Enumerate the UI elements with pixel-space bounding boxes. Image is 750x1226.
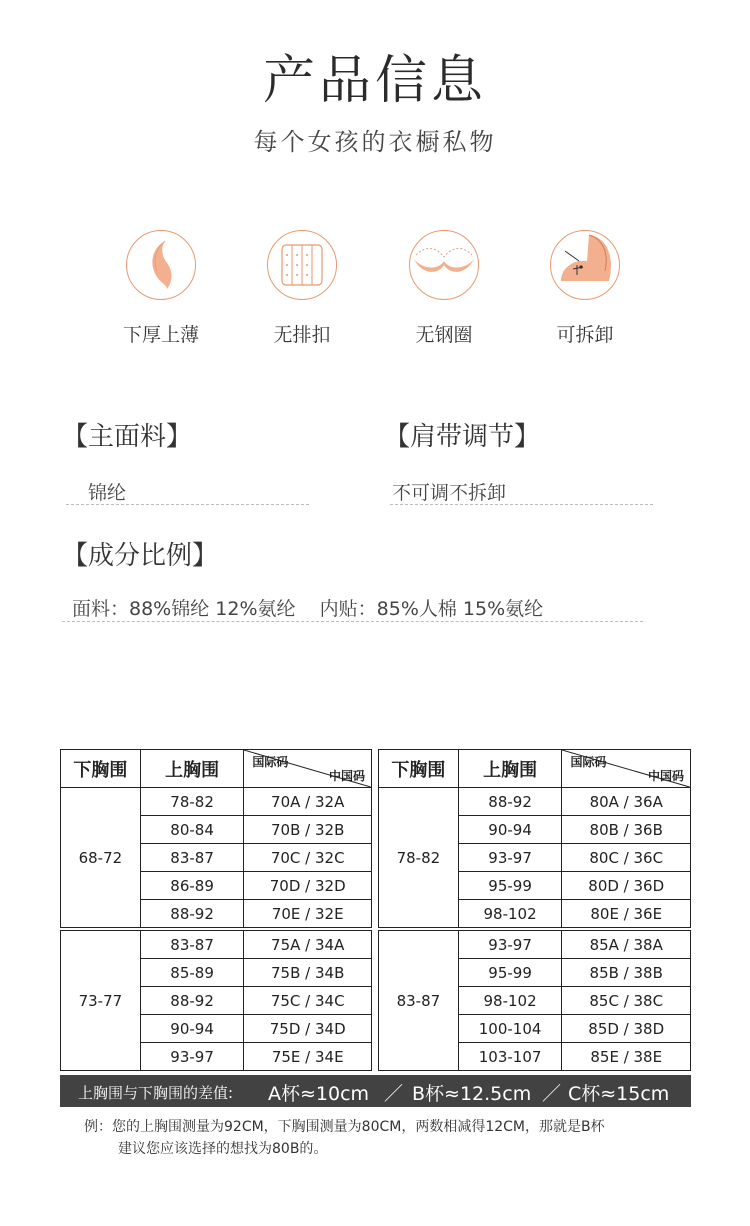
strap-heading: 【肩带调节】 [384,422,541,452]
header-over-bust: 上胸围 [458,750,562,788]
size-table-left [60,749,372,1071]
size-code-cell: 70E / 32E [244,900,372,930]
size-code-cell: 75C / 34C [244,987,372,1015]
feature-label: 下厚上薄 [122,324,199,346]
composition-value: 面料：88%锦纶 12%氨纶 内贴：85%人棉 15%氨纶 [72,598,544,620]
over-bust-cell: 80-84 [140,816,244,844]
header-under-bust: 下胸围 [379,750,459,788]
feature-no-underwire [374,230,514,347]
cup-b-value: B杯≈12.5cm [412,1083,532,1105]
fabric-divider [66,504,309,505]
size-code-cell: 70C / 32C [244,844,372,872]
over-bust-cell: 93-97 [140,1043,244,1071]
size-code-cell: 70B / 32B [244,816,372,844]
over-bust-cell: 88-92 [458,788,562,816]
over-bust-cell: 93-97 [458,929,562,959]
over-bust-cell: 86-89 [140,872,244,900]
no-underwire-icon [409,230,479,300]
fabric-heading: 【主面料】 [62,422,193,452]
composition-heading: 【成分比例】 [62,541,219,571]
feature-label: 可拆卸 [556,324,614,346]
separator: ／ [384,1083,404,1105]
size-example-note [84,1116,704,1160]
strap-value: 不可调不拆卸 [392,482,507,504]
table-row [61,929,372,959]
table-row [379,929,691,959]
over-bust-cell: 90-94 [458,816,562,844]
size-table-right [378,749,691,1071]
table-header-row [61,750,372,788]
size-code-cell: 80A / 36A [562,788,691,816]
difference-label: 上胸围与下胸围的差值: [78,1084,234,1102]
size-code-cell: 85D / 38D [562,1015,691,1043]
cup-c-value: C杯≈15cm [568,1083,670,1105]
header-over-bust: 上胸围 [140,750,244,788]
separator: ／ [542,1083,562,1105]
size-code-cell: 85E / 38E [562,1043,691,1071]
over-bust-cell: 88-92 [140,987,244,1015]
header-cn-size: 中国码 [647,769,684,783]
over-bust-cell: 98-102 [458,987,562,1015]
page-title: 产品信息 [262,51,487,111]
page-subtitle: 每个女孩的衣橱私物 [253,128,497,156]
under-bust-cell: 83-87 [379,929,459,1071]
over-bust-cell: 83-87 [140,844,244,872]
over-bust-cell: 93-97 [458,844,562,872]
over-bust-cell: 85-89 [140,959,244,987]
under-bust-cell: 73-77 [61,929,141,1071]
thick-bottom-thin-top-icon [126,230,196,300]
size-code-cell: 85B / 38B [562,959,691,987]
feature-thick-bottom [91,230,231,347]
header-under-bust: 下胸围 [61,750,141,788]
over-bust-cell: 83-87 [140,929,244,959]
header-intl-size: 国际码 [570,755,607,769]
over-bust-cell: 98-102 [458,900,562,930]
over-bust-cell: 95-99 [458,872,562,900]
feature-label: 无钢圈 [415,324,473,346]
over-bust-cell: 103-107 [458,1043,562,1071]
note-line-1: 例：您的上胸围测量为92CM，下胸围测量为80CM，两数相减得12CM，那就是B杯 [84,1119,605,1135]
removable-pad-icon [550,230,620,300]
composition-divider [62,621,643,622]
note-line-2: 建议您应该选择的想找为80B的。 [118,1141,328,1157]
over-bust-cell: 100-104 [458,1015,562,1043]
size-code-cell: 85C / 38C [562,987,691,1015]
header-size-code [562,750,691,788]
over-bust-cell: 95-99 [458,959,562,987]
table-row [379,788,691,816]
size-code-cell: 75B / 34B [244,959,372,987]
size-code-cell: 75E / 34E [244,1043,372,1071]
header-intl-size: 国际码 [252,755,289,769]
cup-difference-bar [60,1075,691,1107]
size-code-cell: 80E / 36E [562,900,691,930]
header-cn-size: 中国码 [328,769,365,783]
over-bust-cell: 88-92 [140,900,244,930]
size-code-cell: 70D / 32D [244,872,372,900]
cup-a-value: A杯≈10cm [268,1083,370,1105]
over-bust-cell: 90-94 [140,1015,244,1043]
size-code-cell: 75D / 34D [244,1015,372,1043]
strap-divider [390,504,653,505]
table-header-row [379,750,691,788]
size-code-cell: 80D / 36D [562,872,691,900]
table-row [61,788,372,816]
size-code-cell: 80B / 36B [562,816,691,844]
under-bust-cell: 68-72 [61,788,141,930]
over-bust-cell: 78-82 [140,788,244,816]
feature-label: 无排扣 [273,324,331,346]
size-code-cell: 80C / 36C [562,844,691,872]
no-hook-row-icon [267,230,337,300]
feature-removable [515,230,655,347]
fabric-value: 锦纶 [88,482,127,504]
under-bust-cell: 78-82 [379,788,459,930]
size-code-cell: 70A / 32A [244,788,372,816]
size-code-cell: 75A / 34A [244,929,372,959]
feature-no-hook [232,230,372,347]
header-size-code [244,750,372,788]
size-code-cell: 85A / 38A [562,929,691,959]
